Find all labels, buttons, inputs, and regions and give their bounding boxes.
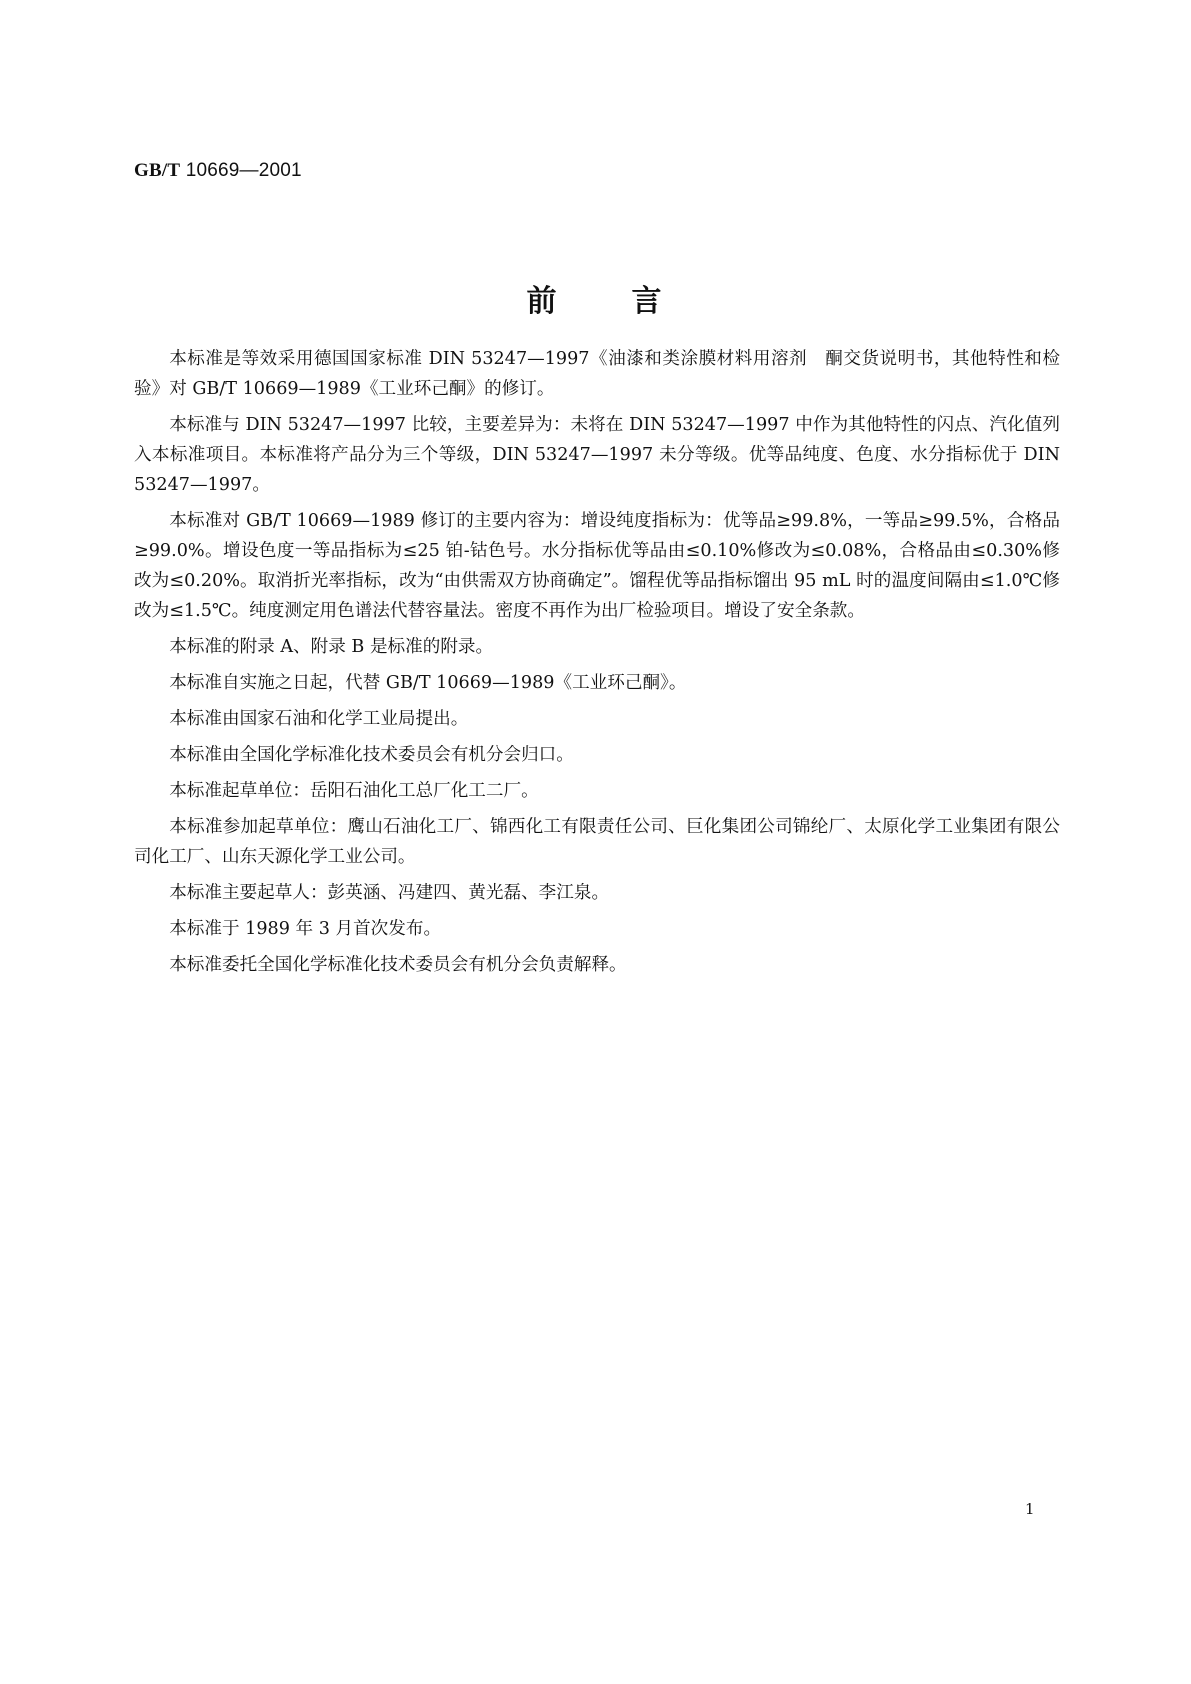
foreword-body <box>134 344 1060 986</box>
page-title <box>0 276 1191 320</box>
standard-number: 10669—2001 <box>185 160 302 181</box>
title-char-2: 言 <box>631 284 665 319</box>
paragraph-appendices: 本标准的附录 A、附录 B 是标准的附录。 <box>169 637 494 657</box>
paragraph-revisions: 本标准对 GB/T 10669—1989 修订的主要内容为：增设纯度指标为：优等品≥99.8%，一等品≥99.5%，合格品≥99.0%。增设色度一等品指标为≤25 铂-钴色号。水分指标优等品由≤0.10%修改为≤0.08%，合格品由≤0.30%修改为≤0.20%。取消折光率指标，改为“由供需双方协商确定”。馏程优等品指标馏出 95 mL 时的温度间隔由≤1.0℃修改为≤1.5℃。纯度测定用色谱法代替容量法。密度不再作为出厂检验项目。增设了安全条款。 <box>134 511 1060 621</box>
paragraph-drafting-unit: 本标准起草单位：岳阳石油化工总厂化工二厂。 <box>169 781 539 801</box>
paragraph-drafters: 本标准主要起草人：彭英涵、冯建四、黄光磊、李江泉。 <box>169 883 610 903</box>
standard-prefix: GB/T <box>134 160 181 181</box>
paragraph-replacement: 本标准自实施之日起，代替 GB/T 10669—1989《工业环己酮》。 <box>169 673 687 693</box>
document-identifier <box>134 160 302 182</box>
paragraph-differences: 本标准与 DIN 53247—1997 比较，主要差异为：未将在 DIN 53247—1997 中作为其他特性的闪点、汽化值列入本标准项目。本标准将产品分为三个等级，DIN 53247—1997 未分等级。优等品纯度、色度、水分指标优于 DIN 53247—1997。 <box>134 415 1060 495</box>
paragraph-participating-units: 本标准参加起草单位：鹰山石油化工厂、锦西化工有限责任公司、巨化集团公司锦纶厂、太原化学工业集团有限公司化工厂、山东天源化学工业公司。 <box>134 817 1060 867</box>
page-number: 1 <box>1025 1500 1035 1518</box>
title-char-1: 前 <box>526 284 560 319</box>
paragraph-adoption: 本标准是等效采用德国国家标准 DIN 53247—1997《油漆和类涂膜材料用溶剂 酮交货说明书，其他特性和检验》对 GB/T 10669—1989《工业环己酮》的修订。 <box>134 349 1060 399</box>
paragraph-first-release: 本标准于 1989 年 3 月首次发布。 <box>169 919 442 939</box>
paragraph-administrator: 本标准由全国化学标准化技术委员会有机分会归口。 <box>169 745 574 765</box>
paragraph-proposer: 本标准由国家石油和化学工业局提出。 <box>169 709 469 729</box>
paragraph-interpretation: 本标准委托全国化学标准化技术委员会有机分会负责解释。 <box>169 955 627 975</box>
